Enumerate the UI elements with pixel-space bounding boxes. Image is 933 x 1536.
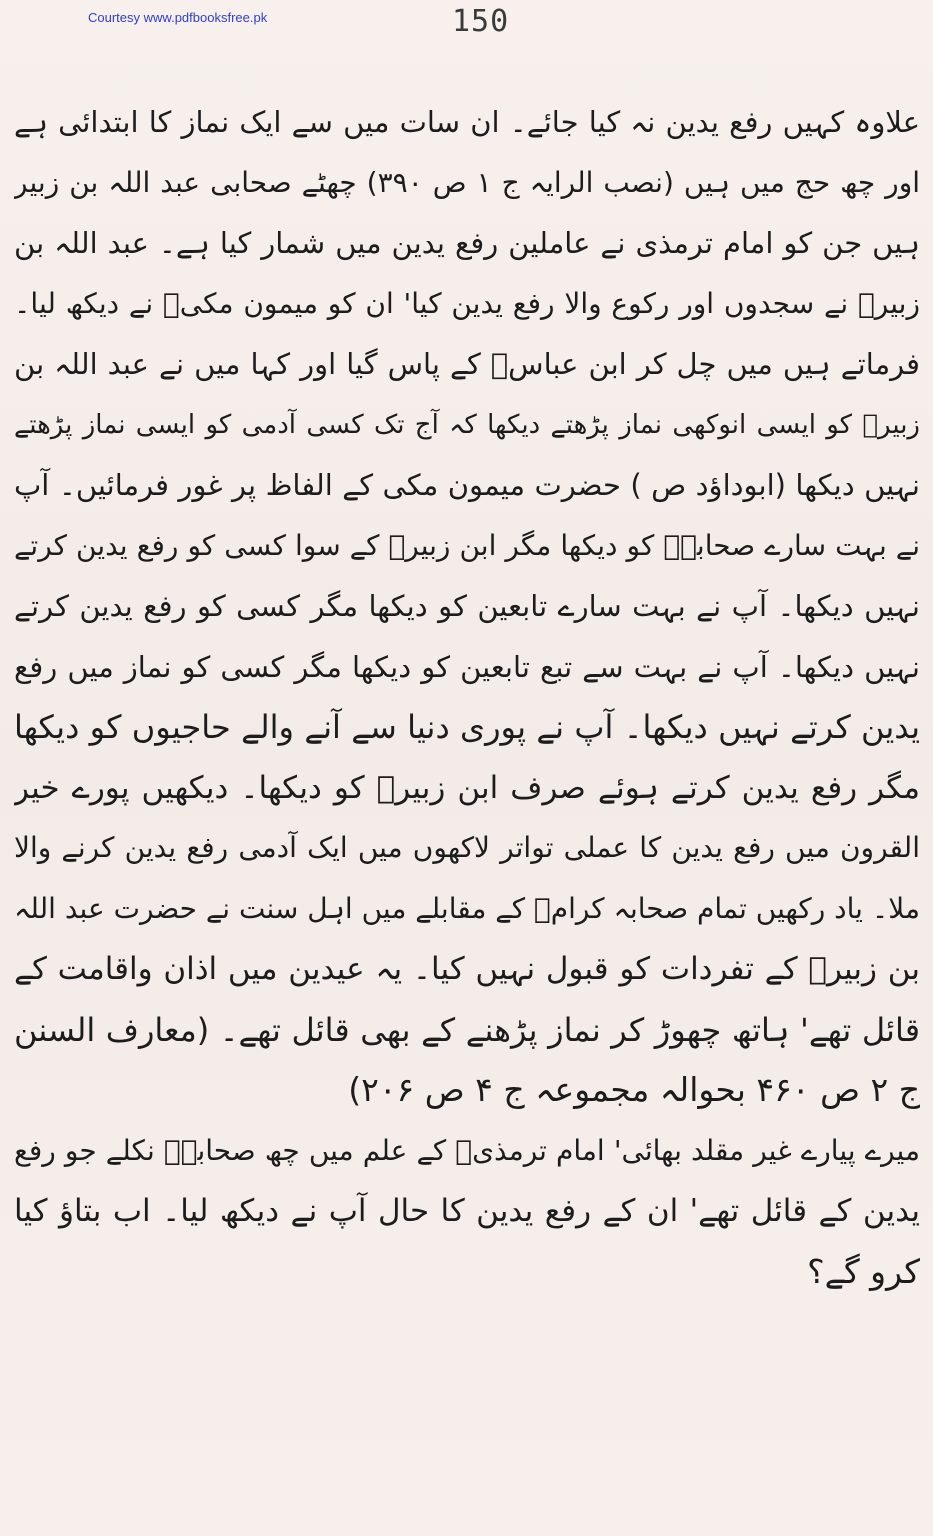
page-number: 150 xyxy=(452,4,510,39)
text-line: القرون میں رفع یدین کا عملی تواتر لاکھوں میں ایک آدمی رفع یدین کرنے والا xyxy=(14,831,920,864)
text-line: یدین کے قائل تھے' ان کے رفع یدین کا حال آپ نے دیکھ لیا۔ اب بتاؤ کیا xyxy=(14,1193,920,1229)
text-line: فرماتے ہیں میں چل کر ابن عباسؓ کے پاس گیا اور کہا میں نے عبد اللہ بن xyxy=(14,347,920,381)
courtesy-watermark: Courtesy www.pdfbooksfree.pk xyxy=(88,10,268,25)
text-line: زبیرؓ نے سجدوں اور رکوع والا رفع یدین کیا' ان کو میمون مکیؒ نے دیکھ لیا۔ xyxy=(14,286,920,320)
text-line: نے بہت سارے صحابہؓ کو دیکھا مگر ابن زبیرؓ کے سوا کسی کو رفع یدین کرتے xyxy=(14,528,920,562)
text-line: زبیرؓ کو ایسی انوکھی نماز پڑھتے دیکھا کہ آج تک کسی آدمی کو ایسی نماز پڑھتے xyxy=(14,409,920,440)
text-line: یدین کرتے نہیں دیکھا۔ آپ نے پوری دنیا سے آنے والے حاجیوں کو دیکھا xyxy=(14,708,920,746)
text-line: قائل تھے' ہاتھ چھوڑ کر نماز پڑھنے کے بھی قائل تھے۔ (معارف السنن xyxy=(14,1010,920,1049)
text-line: نہیں دیکھا (ابوداؤد ص ) حضرت میمون مکی کے الفاظ پر غور فرمائیں۔ آپ xyxy=(14,468,920,502)
text-line: مگر رفع یدین کرتے ہوئے صرف ابن زبیرؓ کو دیکھا۔ دیکھیں پورے خیر xyxy=(14,769,920,806)
body-text xyxy=(14,92,920,1302)
text-line: نہیں دیکھا۔ آپ نے بہت سے تبع تابعین کو دیکھا مگر کسی کو نماز میں رفع xyxy=(14,649,920,684)
text-line: ج ۲ ص ۴۶۰ بحوالہ مجموعہ ج ۴ ص ۲۰۶) xyxy=(348,1070,920,1109)
text-line: نہیں دیکھا۔ آپ نے بہت سارے تابعین کو دیکھا مگر کسی کو رفع یدین کرتے xyxy=(14,589,920,623)
text-line: علاوہ کہیں رفع یدین نہ کیا جائے۔ ان سات میں سے ایک نماز کا ابتدائی ہے xyxy=(14,105,920,139)
text-line: ہیں جن کو امام ترمذی نے عاملین رفع یدین میں شمار کیا ہے۔ عبد اللہ بن xyxy=(14,226,920,260)
text-line: میرے پیارے غیر مقلد بھائی' امام ترمذیؒ کے علم میں چھ صحابہؓ نکلے جو رفع xyxy=(14,1133,920,1167)
text-line: کرو گے؟ xyxy=(807,1251,920,1291)
text-line: ملا۔ یاد رکھیں تمام صحابہ کرامؓ کے مقابلے میں اہل سنت نے حضرت عبد اللہ xyxy=(14,891,920,925)
text-line: اور چھ حج میں ہیں (نصب الرایہ ج ۱ ص ۳۹۰) چھٹے صحابی عبد اللہ بن زبیر xyxy=(14,165,920,199)
text-line: بن زبیرؓ کے تفردات کو قبول نہیں کیا۔ یہ عیدین میں اذان واقامت کے xyxy=(14,951,920,987)
